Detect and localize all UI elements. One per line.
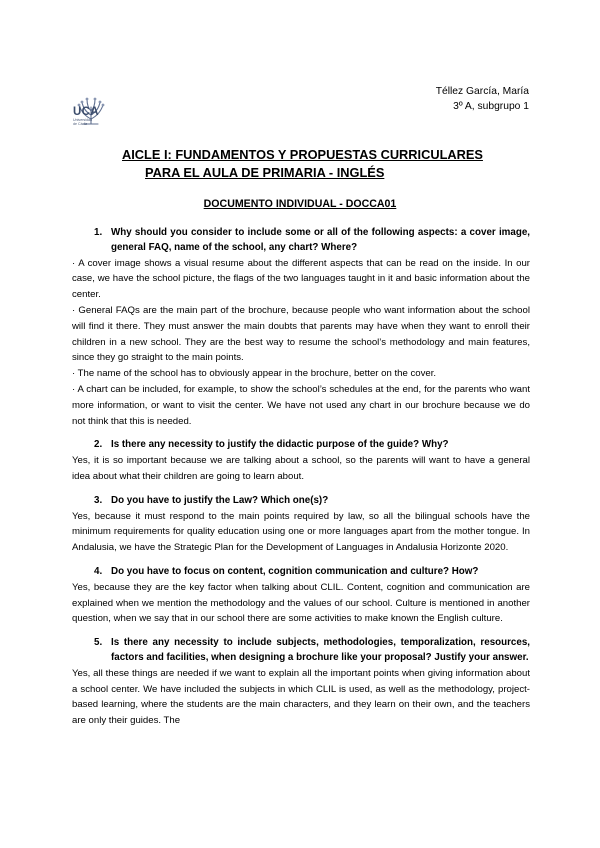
logo-subtext-2: de Cádiz — [73, 122, 88, 127]
question-text: Do you have to justify the Law? Which one(s)? — [111, 494, 329, 506]
question-5 — [94, 636, 530, 666]
question-3 — [94, 494, 530, 509]
question-number: 1. — [94, 227, 103, 238]
author-name: Téllez García, María — [435, 86, 529, 97]
answer-paragraph: Yes, because they are the key factor when talking about CLIL. Content, cognition and communication are explained when we mention the methodology and the values of our school. Culture is mentioned in another question, when we say that in our school there are some activities to make known the English culture. — [72, 581, 530, 625]
answer-paragraph: Yes, because it must respond to the main points required by law, so all the bilingual schools have the minimum requirements for quality education using one or more languages apart from the mother tongue. In Andalusia, we have the Strategic Plan for the Development of Languages in Andalusia Horizonte 2020. — [72, 510, 530, 554]
title-line-2: PARA EL AULA DE PRIMARIA - INGLÉS — [145, 164, 385, 180]
logo-acronym: UCA — [73, 106, 99, 118]
question-2 — [94, 438, 530, 453]
question-4 — [94, 565, 530, 580]
section-3 — [72, 494, 530, 556]
document-body — [72, 226, 530, 729]
section-1 — [72, 226, 530, 429]
section-4 — [72, 565, 530, 627]
question-text: Is there any necessity to include subjects, methodologies, temporalization, resources, factors and facilities, when designing a brochure like your proposal? Justify your answer. — [111, 637, 530, 663]
logo-subtext-1: Universidad — [73, 118, 92, 122]
answer-paragraph: Yes, it is so important because we are talking about a school, so the parents will want to have a general idea about what their children are going to learn about. — [72, 455, 530, 482]
question-text: Do you have to focus on content, cognition communication and culture? How? — [111, 565, 479, 577]
title-line-1: AICLE I: FUNDAMENTOS Y PROPUESTAS CURRICULARES — [122, 147, 483, 162]
author-block — [436, 85, 529, 114]
question-number: 3. — [94, 494, 103, 506]
answer-paragraph: · A chart can be included, for example, to show the school’s schedules at the end, for the parents who want more information, or want to visit the center. We have not used any chart in our brochure because we do not think that this is needed. — [72, 383, 530, 427]
university-logo-text — [73, 106, 113, 127]
question-number: 5. — [94, 637, 103, 649]
answer-paragraph: · The name of the school has to obviously appear in the brochure, better on the cover. — [72, 368, 437, 380]
answer-paragraph: Yes, all these things are needed if we want to explain all the important points when giving information about a school center. We have included the subjects in which CLIL is used, as well as the methodology, project-based learning, where the students are the main characters, and they learn on their own, and the teachers are only their guides. The — [72, 667, 530, 727]
section-2 — [72, 438, 530, 484]
question-number: 4. — [94, 565, 103, 577]
question-text: Is there any necessity to justify the didactic purpose of the guide? Why? — [111, 439, 449, 451]
question-1 — [94, 226, 530, 256]
document-title — [122, 146, 542, 181]
document-subtitle: DOCUMENTO INDIVIDUAL - DOCCA01 — [203, 198, 397, 210]
author-group: 3º A, subgrupo 1 — [453, 100, 529, 112]
answer-paragraph: · A cover image shows a visual resume about the different aspects that can be read on the inside. In our case, we have the school picture, the flags of the two languages taught in it and basic information about the center. — [72, 257, 530, 301]
answer-paragraph: · General FAQs are the main part of the brochure, because people who want information about the school will find it there. They must answer the main doubts that parents may have when they want to enroll their children in a new school. They are the best way to resume the school’s methodology and main features, since they go straight to the main points. — [72, 304, 530, 364]
section-5 — [72, 636, 530, 729]
question-text: Why should you consider to include some or all of the following aspects: a cover image, general FAQ, name of the school, any chart? Where? — [111, 227, 530, 253]
question-number: 2. — [94, 439, 103, 451]
